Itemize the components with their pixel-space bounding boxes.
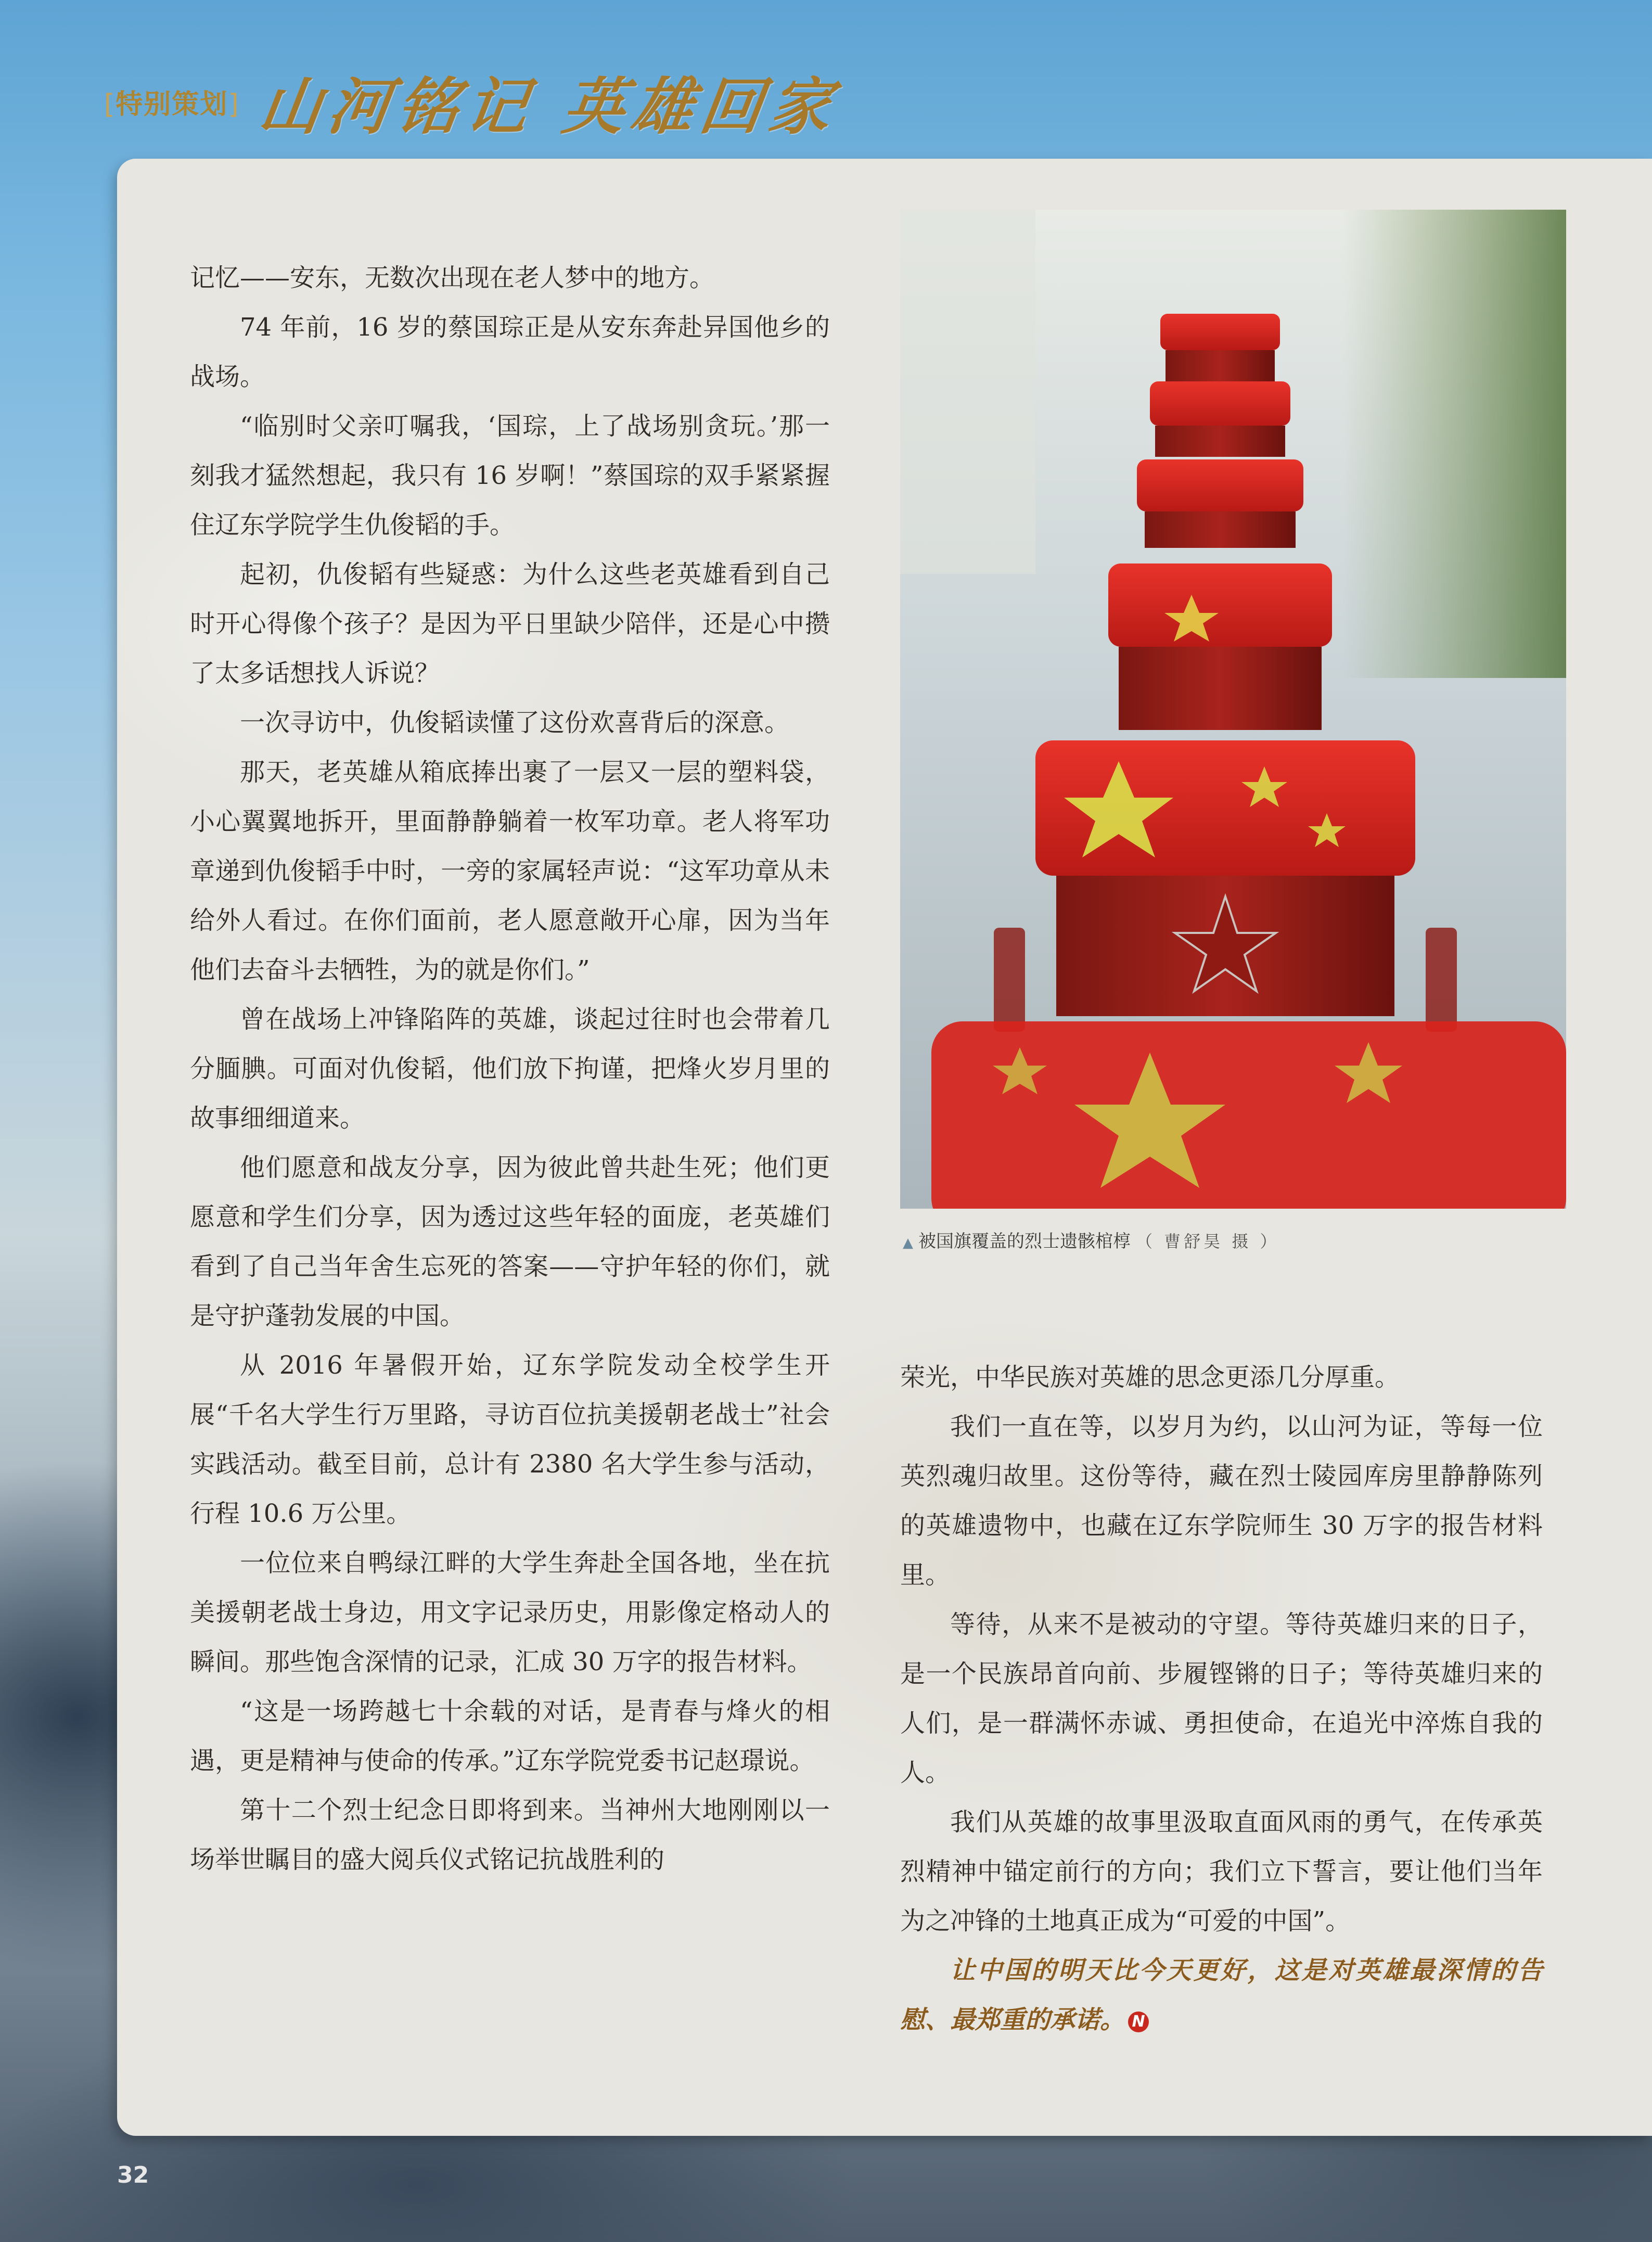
paragraph: 那天，老英雄从箱底捧出裹了一层又一层的塑料袋，小心翼翼地拆开，里面静静躺着一枚军功章。老人将军功章递到仇俊韬手中时，一旁的家属轻声说：“这军功章从未给外人看过。在你们面前，老人愿意敞开心扉，因为当年他们去奋斗去牺牲，为的就是你们。”: [190, 758, 830, 984]
closing-paragraph: [900, 1946, 1543, 2045]
paragraph: 我们从英雄的故事里汲取直面风雨的勇气，在传承英烈精神中锚定前行的方向；我们立下誓言，要让他们当年为之冲锋的土地真正成为“可爱的中国”。: [900, 1808, 1543, 1936]
paragraph: 从 2016 年暑假开始，辽东学院发动全校学生开展“千名大学生行万里路，寻访百位抗美援朝老战士”社会实践活动。截至目前，总计有 2380 名大学生参与活动，行程 10.6 万公里。: [190, 1351, 830, 1528]
paragraph: 记忆——安东，无数次出现在老人梦中的地方。: [190, 263, 715, 292]
paragraph: 起初，仇俊韬有些疑惑：为什么这些老英雄看到自己时开心得像个孩子？是因为平日里缺少陪伴，还是心中攒了太多话想找人诉说？: [190, 560, 830, 688]
right-column: [900, 1353, 1543, 2045]
caption-text: 被国旗覆盖的烈士遗骸棺椁: [918, 1231, 1131, 1252]
closing-text: 让中国的明天比今天更好，这是对英雄最深情的告慰、最郑重的承诺。: [900, 1956, 1543, 2034]
section-tag-text: 特别策划: [116, 88, 228, 120]
paragraph: 我们一直在等，以岁月为约，以山河为证，等每一位英烈魂归故里。这份等待，藏在烈士陵园库房里静静陈列的英雄遗物中，也藏在辽东学院师生 30 万字的报告材料里。: [900, 1412, 1543, 1590]
section-header: [104, 62, 843, 143]
paragraph: 荣光，中华民族对英雄的思念更添几分厚重。: [900, 1363, 1400, 1392]
section-title: 山河铭记 英雄回家: [254, 70, 843, 143]
paragraph: “这是一场跨越七十余载的对话，是青春与烽火的相遇，更是精神与使命的传承。”辽东学院党委书记赵璟说。: [190, 1697, 830, 1775]
paragraph: 他们愿意和战友分享，因为彼此曾共赴生死；他们更愿意和学生们分享，因为透过这些年轻的面庞，老英雄们看到了自己当年舍生忘死的答案——守护年轻的你们，就是守护蓬勃发展的中国。: [190, 1153, 830, 1330]
left-column: [190, 253, 830, 1885]
caption-triangle-icon: ▲: [903, 1235, 913, 1251]
coffins-illustration: [900, 210, 1566, 1209]
photo-caption: [903, 1227, 1280, 1252]
paragraph: 一位位来自鸭绿江畔的大学生奔赴全国各地，坐在抗美援朝老战士身边，用文字记录历史，用影像定格动人的瞬间。那些饱含深情的记录，汇成 30 万字的报告材料。: [190, 1548, 830, 1676]
photo-credit: （ 曹舒昊 摄 ）: [1136, 1232, 1280, 1251]
paragraph: “临别时父亲叮嘱我，‘国琮，上了战场别贪玩。’那一刻我才猛然想起，我只有 16 岁啊！”蔡国琮的双手紧紧握住辽东学院学生仇俊韬的手。: [190, 412, 830, 540]
paragraph: 一次寻访中，仇俊韬读懂了这份欢喜背后的深意。: [240, 708, 790, 737]
coffins-photo: [900, 210, 1566, 1209]
paragraph: 曾在战场上冲锋陷阵的英雄，谈起过往时也会带着几分腼腆。可面对仇俊韬，他们放下拘谨，把烽火岁月里的故事细细道来。: [190, 1005, 830, 1133]
end-mark-icon: N: [1128, 2012, 1149, 2032]
section-tag: [特别策划]: [104, 88, 240, 120]
paragraph: 74 年前，16 岁的蔡国琮正是从安东奔赴异国他乡的战场。: [190, 313, 830, 391]
paragraph: 第十二个烈士纪念日即将到来。当神州大地刚刚以一场举世瞩目的盛大阅兵仪式铭记抗战胜利的: [190, 1796, 830, 1874]
paragraph: 等待，从来不是被动的守望。等待英雄归来的日子，是一个民族昂首向前、步履铿锵的日子；等待英雄归来的人们，是一群满怀赤诚、勇担使命，在追光中淬炼自我的人。: [900, 1610, 1543, 1787]
page-number: 32: [117, 2162, 149, 2188]
